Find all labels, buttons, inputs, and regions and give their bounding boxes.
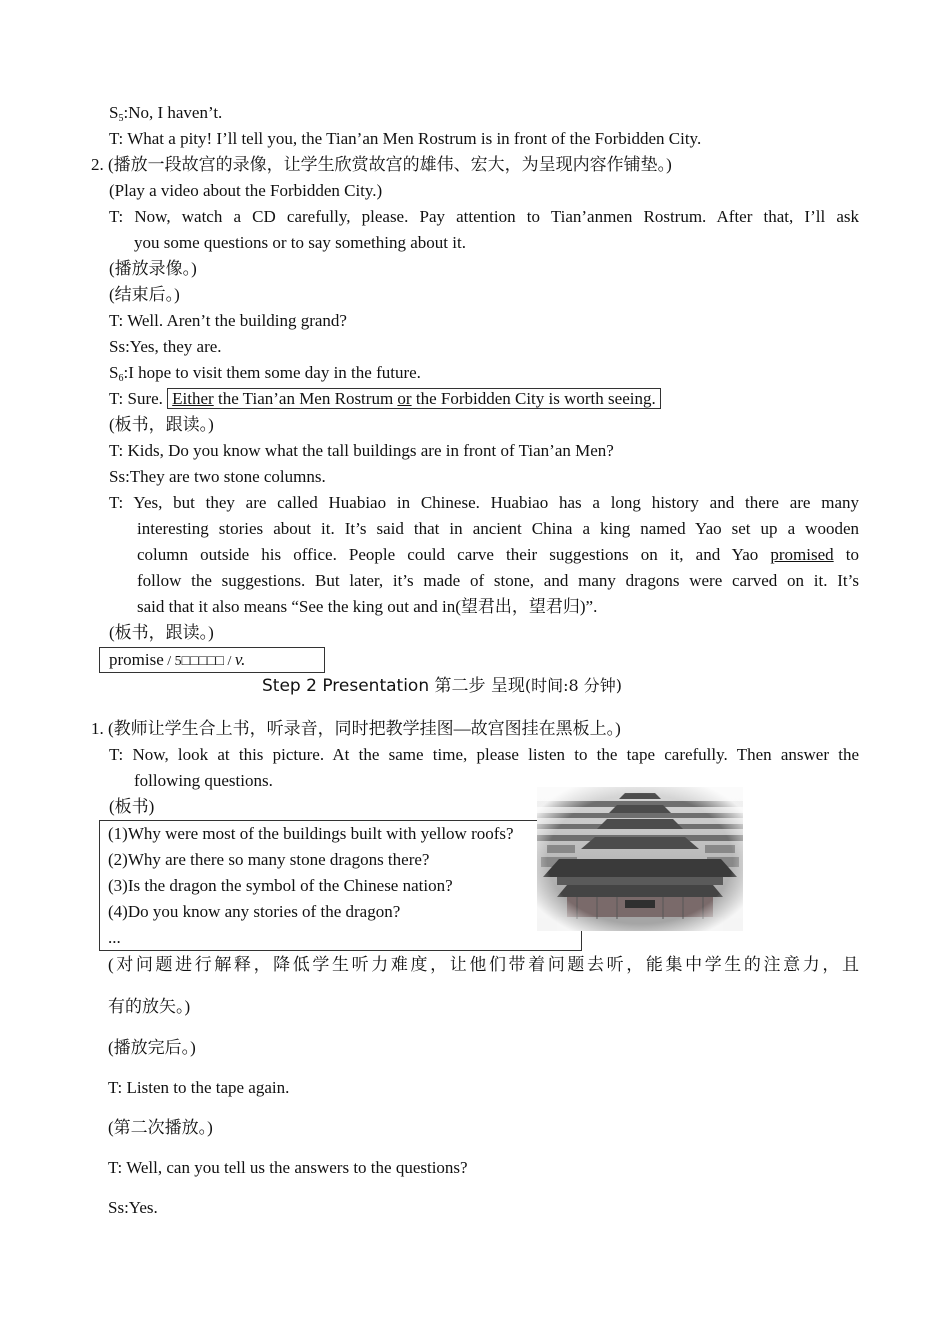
- teacher-note: (对问题进行解释，降低学生听力难度，让他们带着问题去听，能集中学生的注意力，且: [108, 955, 859, 974]
- stage-direction: (播放录像。): [109, 259, 197, 278]
- dialogue-line-t3: T: Well. Aren’t the building grand?: [109, 311, 347, 330]
- dialogue-line-t2a: T: Now, watch a CD carefully, please. Pay attention to Tian’anmen Rostrum. After that, I’ll ask: [109, 207, 859, 226]
- step-heading: Step 2 Presentation 第二步 呈现(时间:8 分钟): [262, 676, 623, 696]
- dialogue-line-t6a: T: Yes, but they are called Huabiao in Chinese. Huabiao has a long history and there are many: [109, 493, 859, 512]
- dialogue-line-t7a: T: Now, look at this picture. At the same time, please listen to the tape carefully. Then answer the: [109, 745, 859, 764]
- dialogue-line-t4: T: Sure. Either the Tian’an Men Rostrum or the Forbidden City is worth seeing.: [109, 388, 661, 410]
- stage-direction: (播放完后。): [108, 1038, 196, 1057]
- dialogue-line-t6b: interesting stories about it. It’s said that in ancient China a king named Yao set up a wooden: [137, 519, 859, 538]
- dialogue-line-ss2: Ss:They are two stone columns.: [109, 467, 326, 486]
- dialogue-line-t7b: following questions.: [134, 771, 273, 790]
- question-1: (1)Why were most of the buildings built with yellow roofs?: [108, 824, 514, 843]
- stage-direction: (板书，跟读。): [109, 415, 214, 434]
- dialogue-line-s6: $S_6:I$ hope to visit them some day in the future.: [109, 363, 421, 384]
- dialogue-line-t9: T: Well, can you tell us the answers to the questions?: [108, 1158, 468, 1177]
- dialogue-line-t1: T: What a pity! I’ll tell you, the Tian’an Men Rostrum is in front of the Forbidden City.: [109, 129, 702, 148]
- teacher-note-cont: 有的放矢。): [108, 997, 191, 1016]
- dialogue-line-t6e: said that it also means “See the king out and in(望君出，望君归)”.: [137, 597, 598, 616]
- stage-direction: (第二次播放。): [108, 1118, 213, 1137]
- forbidden-city-photo: [537, 787, 743, 931]
- key-sentence-box: Either the Tian’an Men Rostrum or the Forbidden City is worth seeing.: [167, 388, 661, 409]
- dialogue-line-t2b: you some questions or to say something about it.: [134, 233, 466, 252]
- question-3: (3)Is the dragon the symbol of the Chinese nation?: [108, 876, 453, 895]
- dialogue-line-t6c: column outside his office. People could carve their suggestions on it, and Yao promised to: [137, 545, 859, 564]
- list-item-2: 2. (播放一段故宫的录像，让学生欣赏故宫的雄伟、宏大，为呈现内容作铺垫。): [91, 155, 672, 174]
- question-2: (2)Why are there so many stone dragons there?: [108, 850, 430, 869]
- stage-direction: (板书，跟读。): [109, 623, 214, 642]
- stage-direction: (板书): [109, 797, 155, 816]
- list-item-1: 1. (教师让学生合上书，听录音，同时把教学挂图—故宫图挂在黑板上。): [91, 719, 621, 738]
- stage-direction: (Play a video about the Forbidden City.): [109, 181, 383, 200]
- dialogue-line-t6d: follow the suggestions. But later, it’s made of stone, and many dragons were carved on it. It’s: [137, 571, 859, 590]
- dialogue-line-ss1: Ss:Yes, they are.: [109, 337, 222, 356]
- dialogue-line-ss3: Ss:Yes.: [108, 1198, 158, 1217]
- dialogue-line-t5: T: Kids, Do you know what the tall buildings are in front of Tian’an Men?: [109, 441, 614, 460]
- dialogue-line-t8: T: Listen to the tape again.: [108, 1078, 290, 1097]
- dialogue-line-s5: $S_5:No$, I haven’t.: [109, 103, 223, 124]
- question-4: (4)Do you know any stories of the dragon?: [108, 902, 401, 921]
- stage-direction: (结束后。): [109, 285, 180, 304]
- vocabulary-entry: promise / 5□□□□□ / v.: [109, 650, 246, 669]
- question-ellipsis: ...: [108, 928, 121, 947]
